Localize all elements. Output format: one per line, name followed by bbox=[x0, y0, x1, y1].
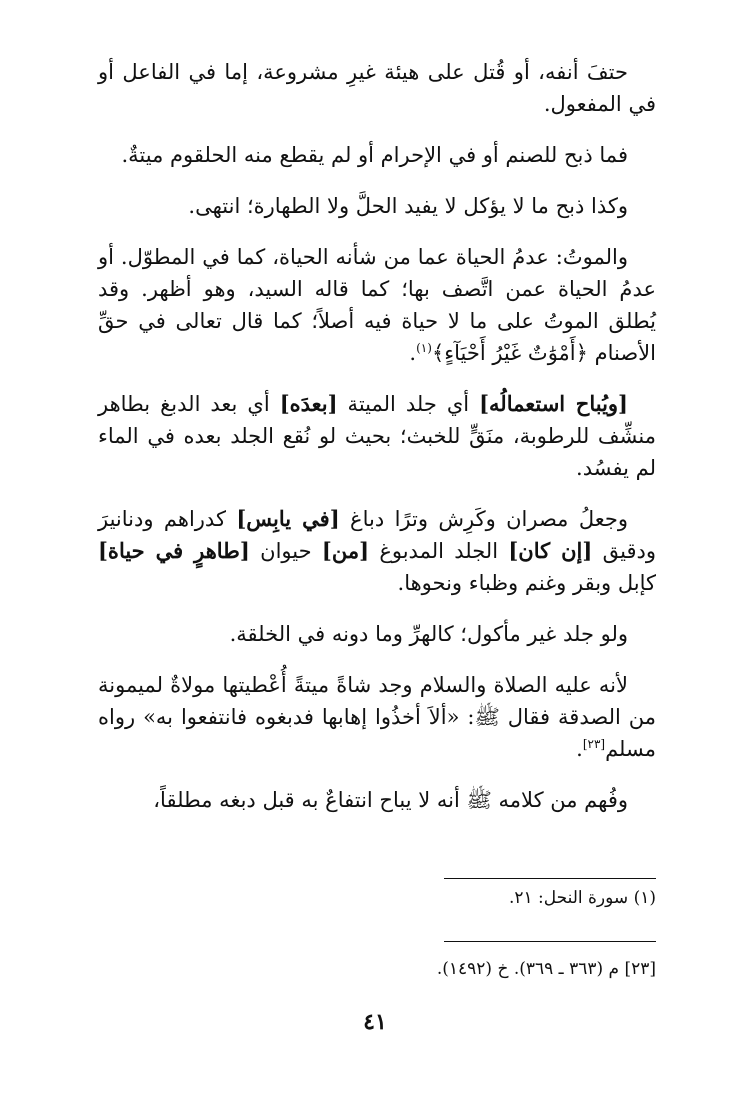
paragraph-4-end: . bbox=[409, 341, 417, 365]
paragraph-8-end: . bbox=[576, 737, 583, 761]
commentary-text: أي جلد الميتة bbox=[337, 392, 480, 416]
paragraph-5 bbox=[98, 388, 656, 484]
commentary-text: حيوان bbox=[249, 539, 322, 563]
paragraph-9: وفُهم من كلامه ﷺ أنه لا يباح انتفاعٌ به قبل دبغه مطلقاً، bbox=[153, 788, 628, 812]
page-number: ٤١ bbox=[363, 1009, 387, 1035]
paragraph-6 bbox=[98, 503, 656, 599]
commentary-text: الجلد المدبوغ bbox=[369, 539, 509, 563]
paragraph-7: ولو جلد غير مأكول؛ كالهرِّ وما دونه في الخلقة. bbox=[229, 622, 628, 646]
matn-phrase: [في يابِس] bbox=[236, 506, 340, 531]
commentary-text: وجعلُ مصران وكَرِش وترًا دباغ bbox=[339, 507, 628, 531]
paragraph-1: حتفَ أنفه، أو قُتل على هيئة غيرِ مشروعة، إما في الفاعل أو في المفعول. bbox=[98, 60, 656, 116]
commentary-text: كدراهم ودنانيرَ ودقيق bbox=[98, 507, 656, 563]
paragraph-2: فما ذبح للصنم أو في الإحرام أو لم يقطع منه الحلقوم ميتةٌ. bbox=[121, 143, 628, 167]
footnote-divider bbox=[444, 941, 656, 942]
paragraph-3: وكذا ذبح ما لا يؤكل لا يفيد الحلَّ ولا الطهارة؛ انتهى. bbox=[188, 194, 628, 218]
commentary-text: كإبل وبقر وغنم وظباء ونحوها. bbox=[397, 571, 656, 595]
paragraph-4 bbox=[98, 241, 656, 369]
matn-phrase: [طاهرٍ في حياة] bbox=[98, 538, 250, 563]
paragraph-8 bbox=[98, 669, 656, 765]
matn-phrase: [ويُباح استعمالُه] bbox=[479, 391, 628, 416]
commentary-text: أي بعد الدبغ بطاهر منشِّف للرطوبة، منَقٍّ للخبث؛ بحيث لو نُقع الجلد بعده في الماء لم يفسُد. bbox=[98, 392, 656, 480]
paragraph-8-text: لأنه عليه الصلاة والسلام وجد شاةً ميتةً أُعْطيتها مولاةٌ لميمونة من الصدقة فقال ﷺ: «ألاَ أخذُوا إهابها فدبغوه فانتفعوا به» رواه مسلم bbox=[98, 673, 656, 761]
footnote-23: [٢٣] م (٣٦٣ ـ ٣٦٩). خ (١٤٩٢). bbox=[436, 959, 656, 979]
footnote-divider bbox=[444, 878, 656, 879]
footnote-ref-1[interactable]: (١) bbox=[416, 341, 432, 355]
matn-phrase: [من] bbox=[321, 538, 370, 563]
footnote-1: (١) سورة النحل: ٢١. bbox=[508, 888, 656, 908]
page-body bbox=[98, 56, 656, 835]
footnote-ref-23[interactable]: [٢٣] bbox=[582, 737, 606, 751]
matn-phrase: [بعدَه] bbox=[279, 391, 338, 416]
paragraph-4-text: والموتُ: عدمُ الحياة عما من شأنه الحياة، كما في المطوّل. أو عدمُ الحياة عمن اتَّصف بها؛ كما قاله السيد، وهو أظهر. وقد يُطلق الموتُ على ما لا حياة فيه أصلاً؛ كما قال تعالى في حقِّ الأصنام ﴿أَمْوَٰتٌ غَيْرُ أَحْيَآءٍ﴾ bbox=[98, 245, 656, 365]
matn-phrase: [إن كان] bbox=[508, 538, 593, 563]
